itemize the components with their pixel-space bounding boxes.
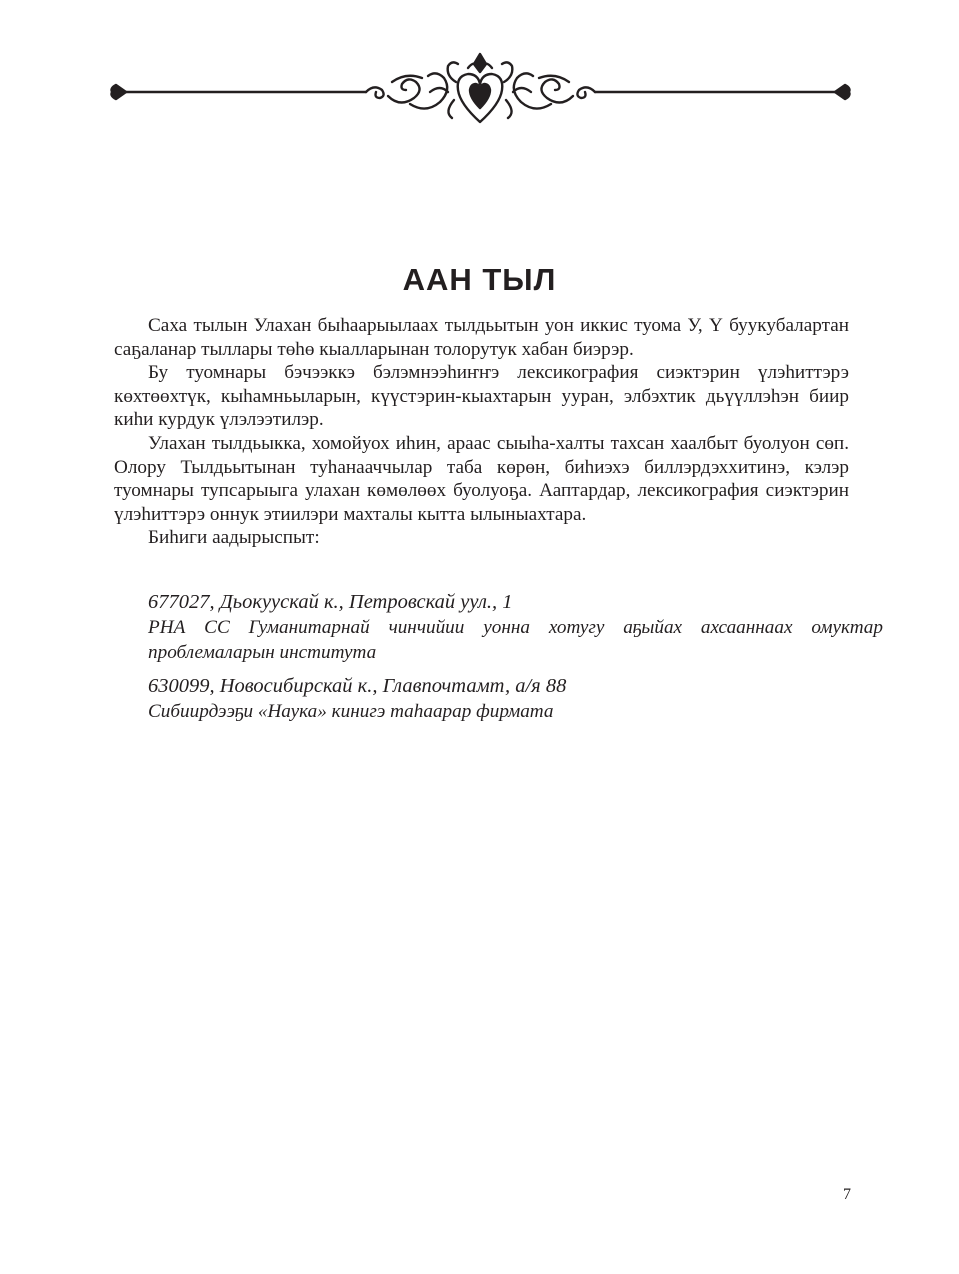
address-2-line-1: 630099, Новосибирскай к., Главпочтамт, а/я 88 [148, 675, 567, 697]
page-number: 7 [843, 1186, 851, 1203]
paragraph-1: Саха тылын Улахан быһаарыылаах тылдьытын уон иккис туома У, Ү буукубалартан саҕаланар тыллары төһө кыалларынан толорутук хабан биэрэр. [114, 315, 849, 360]
page-title: ААН ТЫЛ [402, 262, 557, 297]
address-block-1 [114, 590, 883, 665]
paragraph-3: Улахан тылдьыкка, хомойуох иһин, араас сыыһа-халты тахсан хаалбыт буолуон сөп. Олору Тылдьытынан туһанааччылар таба көрөн, биһиэхэ биллэрдэххитинэ, кэлэр туомнары тупсарыыга улахан көмөлөөх буолуоҕа. Ааптардар, лексикография сиэктэрин үлэһиттэрэ оннук этиилэри махталы кытта ылыныахтара. [114, 432, 849, 525]
address-1-line-1: 677027, Дьокуускай к., Петровскай уул., 1 [148, 591, 513, 613]
ornamental-divider-icon [108, 52, 853, 128]
address-2-line-2: Сибиирдээҕи «Наука» кинигэ таһаарар фирмата [148, 701, 554, 722]
paragraph-4: Биһиги аадырыспыт: [148, 527, 320, 549]
body-text [114, 314, 849, 550]
paragraph-2: Бу туомнары бэчээккэ бэлэмнээһиҥҥэ лексикография сиэктэрин үлэһиттэрэ көхтөөхтүк, кыһамньыларын, күүстэрин-кыахтарын ууран, элбэхтик дьүүллэһэн биир киһи курдук үлэлээтилэр. [114, 362, 849, 431]
address-1-line-2: РНА СС Гуманитарнай чинчийии уонна хотугу аҕыйах ахсааннаах омуктар проблемаларын института [148, 617, 883, 663]
address-block-2 [114, 674, 883, 724]
